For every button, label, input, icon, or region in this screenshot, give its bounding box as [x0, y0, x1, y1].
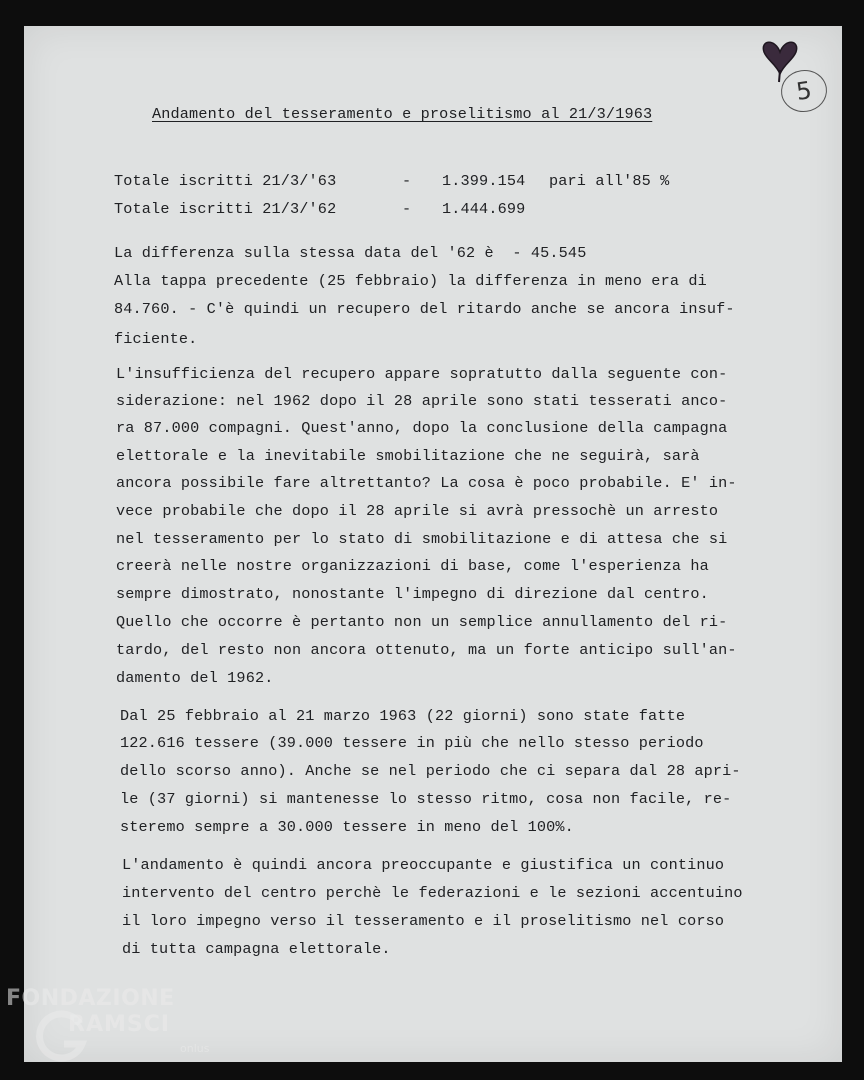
- text-line: L'insufficienza del recupero appare sopratutto dalla seguente con-: [116, 365, 728, 383]
- text-line: il loro impegno verso il tesseramento e il proselitismo nel corso: [122, 912, 725, 930]
- totals-value-1962: 1.444.699: [442, 200, 526, 218]
- text-line: 84.760. - C'è quindi un recupero del ritardo anche se ancora insuf-: [114, 300, 735, 318]
- text-line: sempre dimostrato, nonostante l'impegno di direzione dal centro.: [116, 585, 709, 603]
- text-line: di tutta campagna elettorale.: [122, 940, 391, 958]
- text-line: L'andamento è quindi ancora preoccupante e giustifica un continuo: [122, 856, 725, 874]
- fondazione-gramsci-watermark: [6, 986, 226, 1066]
- text-line: creerà nelle nostre organizzazioni di base, come l'esperienza ha: [116, 557, 709, 575]
- text-line: Dal 25 febbraio al 21 marzo 1963 (22 giorni) sono state fatte: [120, 707, 686, 725]
- text-line: steremo sempre a 30.000 tessere in meno del 100%.: [120, 818, 574, 836]
- text-line: La differenza sulla stessa data del '62 è - 45.545: [114, 244, 587, 262]
- totals-value-1963: 1.399.154: [442, 172, 526, 190]
- watermark-line-3: onlus: [180, 1042, 210, 1055]
- text-line: ra 87.000 compagni. Quest'anno, dopo la conclusione della campagna: [116, 419, 728, 437]
- page-number: 5: [778, 67, 829, 115]
- text-line: Alla tappa precedente (25 febbraio) la differenza in meno era di: [114, 272, 707, 290]
- totals-label-1963: Totale iscritti 21/3/'63: [114, 172, 337, 190]
- text-line: le (37 giorni) si mantenesse lo stesso ritmo, cosa non facile, re-: [120, 790, 732, 808]
- text-line: siderazione: nel 1962 dopo il 28 aprile sono stati tesserati anco-: [116, 392, 728, 410]
- watermark-line-2: RAMSCI: [68, 1012, 171, 1037]
- totals-dash-1963: -: [402, 172, 412, 190]
- text-line: damento del 1962.: [116, 669, 274, 687]
- text-line: intervento del centro perchè le federazioni e le sezioni accentuino: [122, 884, 743, 902]
- text-line: nel tesseramento per lo stato di smobilitazione e di attesa che si: [116, 530, 728, 548]
- watermark-line-1: FONDAZIONE: [6, 986, 175, 1011]
- text-line: ancora possibile fare altrettanto? La cosa è poco probabile. E' in-: [116, 474, 737, 492]
- totals-note-1963: pari all'85 %: [549, 172, 670, 190]
- text-line: 122.616 tessere (39.000 tessere in più che nello stesso periodo: [120, 734, 704, 752]
- text-line: dello scorso anno). Anche se nel periodo che ci separa dal 28 apri-: [120, 762, 741, 780]
- text-line: elettorale e la inevitabile smobilitazione che ne seguirà, sarà: [116, 447, 700, 465]
- text-line: tardo, del resto non ancora ottenuto, ma un forte anticipo sull'an-: [116, 641, 737, 659]
- totals-dash-1962: -: [402, 200, 412, 218]
- document-title: Andamento del tesseramento e proselitismo al 21/3/1963: [152, 105, 653, 123]
- text-line: ficiente.: [114, 330, 198, 348]
- text-line: Quello che occorre è pertanto non un semplice annullamento del ri-: [116, 613, 728, 631]
- totals-label-1962: Totale iscritti 21/3/'62: [114, 200, 337, 218]
- text-line: vece probabile che dopo il 28 aprile si avrà pressochè un arresto: [116, 502, 719, 520]
